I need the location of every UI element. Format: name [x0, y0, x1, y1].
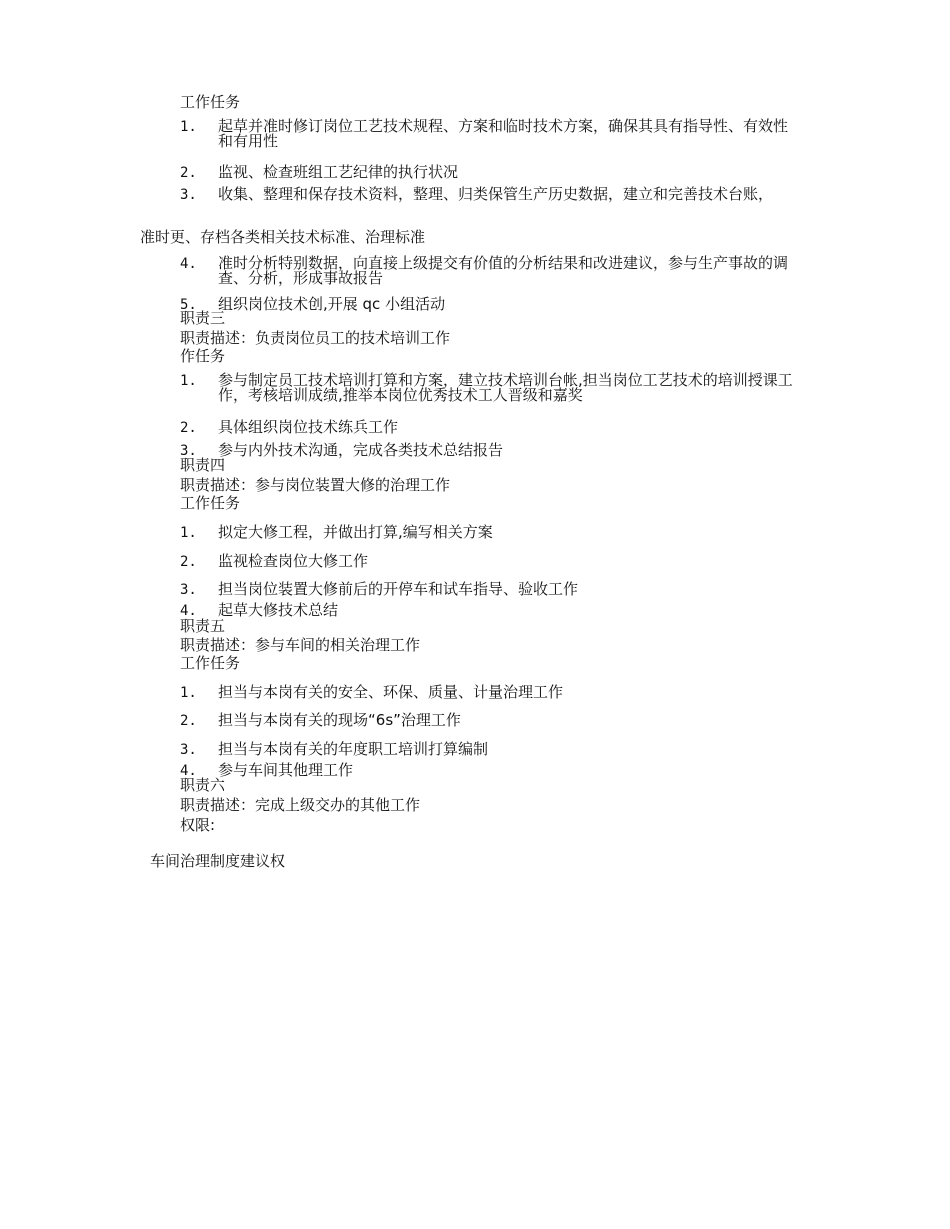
- list-number: 2.: [180, 165, 197, 181]
- list-item: 参与制定员工技术培训打算和方案，建立技术培训台帐,担当岗位工艺技术的培训授课工作，考核培训成绩,推举本岗位优秀技术工人晋级和嘉奖: [218, 371, 793, 404]
- authority-heading: 权限:: [180, 816, 216, 834]
- list-number: 2.: [180, 713, 197, 729]
- list-number: 4.: [180, 763, 197, 779]
- list-number: 1.: [180, 525, 197, 541]
- list-item: 担当与本岗有关的安全、环保、质量、计量治理工作: [218, 683, 564, 701]
- list-number: 1.: [180, 373, 197, 389]
- list-number: 2.: [180, 554, 197, 570]
- duty-title: 职责五: [180, 617, 226, 635]
- list-number: 4.: [180, 603, 197, 619]
- duty-title: 职责三: [180, 309, 226, 327]
- list-number: 3.: [180, 582, 197, 598]
- duty-description: 职责描述：参与车间的相关治理工作: [180, 636, 421, 654]
- list-item: 起草大修技术总结: [218, 601, 339, 619]
- list-item: 起草并准时修订岗位工艺技术规程、方案和临时技术方案，确保其具有指导性、有效性和有用性: [218, 117, 789, 150]
- list-item: 担当岗位装置大修前后的开停车和试车指导、验收工作: [218, 580, 579, 598]
- list-item: 组织岗位技术创,开展 qc 小组活动: [218, 295, 446, 313]
- list-number: 4.: [180, 256, 197, 272]
- list-item: 参与内外技术沟通，完成各类技术总结报告: [218, 441, 504, 459]
- duty-description: 职责描述：负责岗位员工的技术培训工作: [180, 329, 451, 347]
- list-item: 准时分析特别数据，向直接上级提交有价值的分析结果和改进建议，参与生产事故的调查、分析，形成事故报告: [218, 254, 789, 287]
- list-item: 监视检查岗位大修工作: [218, 552, 369, 570]
- list-item: 监视、检查班组工艺纪律的执行状况: [218, 163, 459, 181]
- task-heading: 工作任务: [180, 93, 241, 111]
- list-number: 3.: [180, 187, 197, 203]
- list-number: 5.: [180, 297, 197, 313]
- task-heading: 工作任务: [180, 654, 241, 672]
- list-item: 担当与本岗有关的年度职工培训打算编制: [218, 740, 489, 758]
- authority-item: 车间治理制度建议权: [150, 852, 286, 870]
- list-item: 具体组织岗位技术练兵工作: [218, 418, 399, 436]
- duty-title: 职责六: [180, 776, 226, 794]
- duty-description: 职责描述：完成上级交办的其他工作: [180, 796, 421, 814]
- task-heading: 工作任务: [180, 494, 241, 512]
- list-item: 收集、整理和保存技术资料，整理、归类保管生产历史数据，建立和完善技术台账，: [218, 185, 774, 203]
- list-number: 1.: [180, 119, 197, 135]
- list-item: 担当与本岗有关的现场“6s”治理工作: [218, 711, 461, 729]
- list-item: 拟定大修工程，并做出打算,编写相关方案: [218, 523, 493, 541]
- list-item: 参与车间其他理工作: [218, 761, 354, 779]
- list-number: 2.: [180, 420, 197, 436]
- list-number: 1.: [180, 685, 197, 701]
- standalone-line: 准时更、存档各类相关技术标准、治理标准: [140, 228, 426, 246]
- duty-title: 职责四: [180, 456, 226, 474]
- duty-description: 职责描述：参与岗位装置大修的治理工作: [180, 476, 451, 494]
- task-heading: 作任务: [180, 347, 226, 365]
- list-number: 3.: [180, 742, 197, 758]
- list-number: 3.: [180, 443, 197, 459]
